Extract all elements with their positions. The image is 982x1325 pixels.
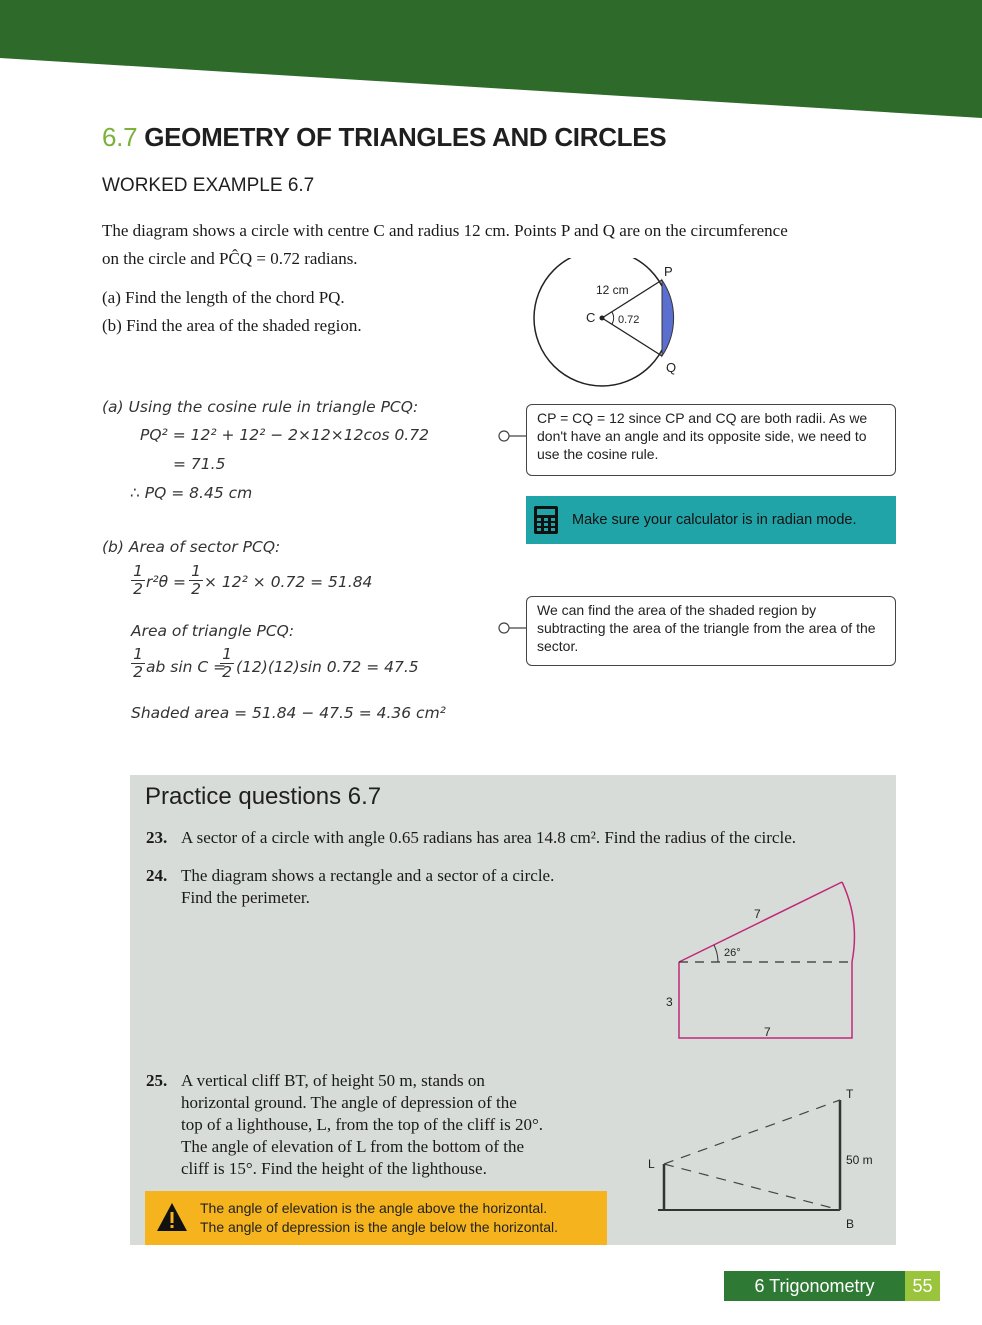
worked-example-part-b: (b) Find the area of the shaded region. [102,316,362,335]
triangle-formula-rhs: (12)(12)sin 0.72 = 47.5 [236,658,419,676]
note1-connector [496,428,526,444]
question-23-text: A sector of a circle with angle 0.65 radians has area 14.8 cm². Find the radius of the circle. [181,828,796,847]
question-23-number: 23. [146,828,168,847]
label-angle-26: 26° [724,947,741,959]
practice-title: Practice questions 6.7 [145,783,382,810]
fraction-half-2: 1 2 [189,563,203,598]
question-24-number: 24. [146,866,168,885]
solution-a-heading: (a) Using the cosine rule in triangle PCQ: [102,398,419,416]
sector-formula-rhs: × 12² × 0.72 = 51.84 [204,573,373,591]
fraction-half-3: 1 2 [131,646,145,681]
worked-example-intro-line-1: The diagram shows a circle with centre C and radius 12 cm. Points P and Q are on the circumference [102,221,788,240]
warning-line-2: The angle of depression is the angle below the horizontal. [200,1219,559,1235]
question-25-line-3: top of a lighthouse, L, from the top of the cliff is 20°. [181,1115,544,1134]
label-height-50m: 50 m [846,1153,873,1167]
note-shaded-region: We can find the area of the shaded region by subtracting the area of the triangle from the area of the sector. [526,596,896,666]
question-24 [146,865,626,915]
section-title [102,122,666,153]
warning-text [200,1199,558,1237]
question-25-line-2: horizontal ground. The angle of depression of the [181,1093,517,1112]
triangle-formula-lhs: ab sin C = [146,658,227,676]
centre-point [600,316,605,321]
fraction-half-1: 1 2 [131,563,145,598]
page-number: 55 [905,1271,940,1301]
worked-example-part-a: (a) Find the length of the chord PQ. [102,288,345,307]
cliff-lighthouse-diagram [640,1082,885,1232]
warning-line-1: The angle of elevation is the angle above the horizontal. [200,1200,548,1216]
question-25 [146,1070,606,1185]
chapter-tag: 6 Trigonometry [724,1271,905,1301]
triangle-area-heading: Area of triangle PCQ: [131,622,295,640]
note-cosine-rule: CP = CQ = 12 since CP and CQ are both radii. As we don't have an angle and its opposite side, we need to use the cosine rule. [526,404,896,476]
shaded-area-result: Shaded area = 51.84 − 47.5 = 4.36 cm² [131,704,446,722]
question-25-line-1: A vertical cliff BT, of height 50 m, stands on [181,1071,485,1090]
question-25-line-5: cliff is 15°. Find the height of the lighthouse. [181,1159,487,1178]
label-c: C [586,310,596,325]
label-p: P [664,264,673,279]
question-24-line-1: The diagram shows a rectangle and a sector of a circle. [181,866,555,885]
solution-a-line-2: = 71.5 [173,455,226,473]
elevation-line [664,1164,840,1210]
question-25-line-4: The angle of elevation of L from the bottom of the [181,1137,525,1156]
sector-formula-lhs: r²θ = [146,573,186,591]
sector-radius [679,882,842,962]
section-title-text: GEOMETRY OF TRIANGLES AND CIRCLES [144,122,667,152]
angle-26-arc [714,945,718,962]
question-25-number: 25. [146,1071,168,1090]
circle-diagram [520,258,720,398]
label-angle: 0.72 [618,314,640,326]
worked-example-heading: WORKED EXAMPLE 6.7 [102,175,315,196]
label-b: B [846,1217,855,1231]
label-q: Q [666,360,677,375]
section-number: 6.7 [102,122,138,152]
shaded-segment [662,280,674,356]
label-width-7: 7 [764,1025,771,1039]
warning-icon [155,1201,189,1233]
label-t: T [846,1087,854,1101]
label-radius: 12 cm [596,283,629,297]
question-24-line-2: Find the perimeter. [181,888,310,907]
top-header-band [0,0,982,118]
calculator-tip [526,496,896,544]
circle-outline [534,258,670,386]
calculator-tip-text: Make sure your calculator is in radian mode. [572,512,857,528]
rectangle-sector-diagram [660,870,870,1050]
angle-arc [612,312,614,324]
label-radius-7: 7 [754,907,761,921]
sector-arc [842,882,854,962]
solution-a-line-3: ∴ PQ = 8.45 cm [130,484,253,502]
solution-b-heading: (b) Area of sector PCQ: [102,538,281,556]
depression-line [664,1100,840,1164]
label-height-3: 3 [666,995,673,1009]
label-l: L [648,1157,655,1171]
solution-a-line-1: PQ² = 12² + 12² − 2×12×12cos 0.72 [140,426,429,444]
note2-connector [496,620,526,636]
worked-example-intro-line-2: on the circle and PĈQ = 0.72 radians. [102,249,358,268]
calculator-icon [532,505,560,535]
warning-box [145,1191,607,1245]
fraction-half-4: 1 2 [220,646,234,681]
